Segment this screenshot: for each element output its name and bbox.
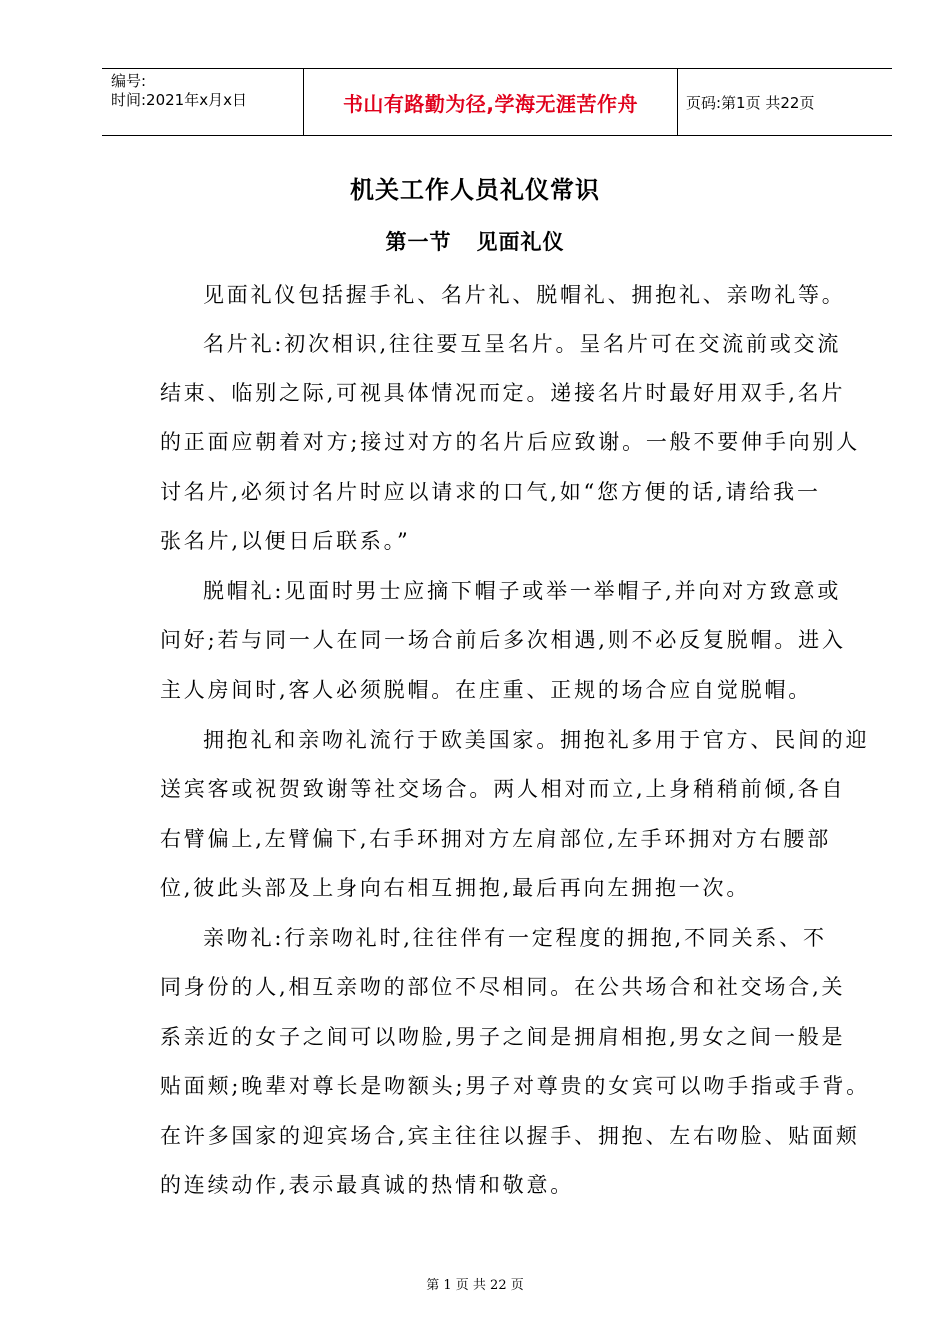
body-line: 拥抱礼和亲吻礼流行于欧美国家。拥抱礼多用于官方、民间的迎 [203,728,870,752]
page-code: 页码:第1页 共22页 [686,94,815,112]
body-line: 亲吻礼:行亲吻礼时,往往伴有一定程度的拥抱,不同关系、不 [203,926,827,950]
body-line: 同身份的人,相互亲吻的部位不尽相同。在公共场合和社交场合,关 [160,975,846,999]
body-line: 问好;若与同一人在同一场合前后多次相遇,则不必反复脱帽。进入 [160,628,846,652]
document-title: 机关工作人员礼仪常识 [350,176,600,204]
body-line: 讨名片,必须讨名片时应以请求的口气,如“您方便的话,请给我一 [160,480,821,504]
body-line: 名片礼:初次相识,往往要互呈名片。呈名片可在交流前或交流 [203,332,842,356]
motto-text: 书山有路勤为径,学海无涯苦作舟 [342,92,639,116]
time-label: 时间:2021年x月x日 [111,91,247,109]
body-line: 主人房间时,客人必须脱帽。在庄重、正规的场合应自觉脱帽。 [160,678,813,702]
body-line: 张名片,以便日后联系。” [160,529,411,553]
body-line: 送宾客或祝贺致谢等社交场合。两人相对而立,上身稍稍前倾,各自 [160,777,846,801]
body-line: 的正面应朝着对方;接过对方的名片后应致谢。一般不要伸手向别人 [160,430,861,454]
header-page-cell [678,69,892,135]
body-line: 系亲近的女子之间可以吻脸,男子之间是拥肩相抱,男女之间一般是 [160,1025,846,1049]
body-line: 位,彼此头部及上身向右相互拥抱,最后再向左拥抱一次。 [160,876,751,900]
number-label: 编号: [111,72,147,90]
body-line: 的连续动作,表示最真诚的热情和敬意。 [160,1173,575,1197]
body-line: 在许多国家的迎宾场合,宾主往往以握手、拥抱、左右吻脸、贴面颊 [160,1124,860,1148]
body-line: 贴面颊;晚辈对尊长是吻额头;男子对尊贵的女宾可以吻手指或手背。 [160,1074,870,1098]
body-line: 见面礼仪包括握手礼、名片礼、脱帽礼、拥抱礼、亲吻礼等。 [203,283,846,307]
header-meta-cell [102,69,304,135]
section-title: 第一节 见面礼仪 [385,230,565,254]
page-footer: 第 1 页 共 22 页 [426,1278,524,1293]
body-line: 右臂偏上,左臂偏下,右手环拥对方左肩部位,左手环拥对方右腰部 [160,827,832,851]
body-line: 脱帽礼:见面时男士应摘下帽子或举一举帽子,并向对方致意或 [203,579,842,603]
header-motto-cell [304,69,678,135]
body-line: 结束、临别之际,可视具体情况而定。递接名片时最好用双手,名片 [160,381,846,405]
document-header [102,68,892,136]
